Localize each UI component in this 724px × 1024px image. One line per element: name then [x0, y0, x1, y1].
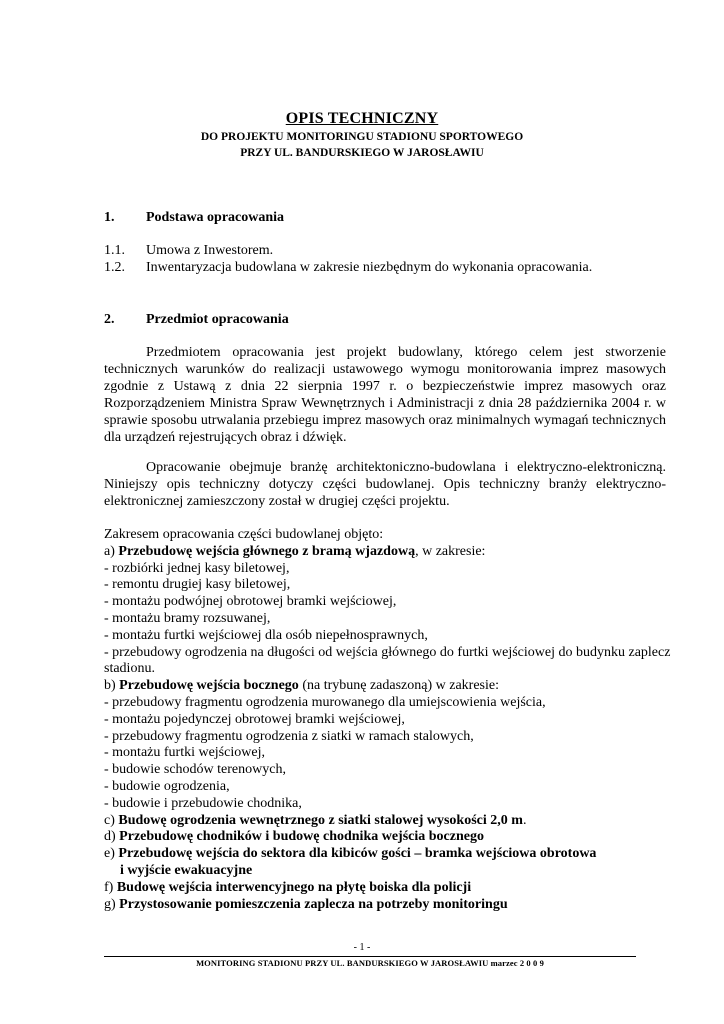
page-number: - 1 - [353, 942, 371, 953]
scope-item-b [104, 678, 674, 695]
list-item: - montażu podwójnej obrotowej bramki wejściowej, [104, 594, 397, 610]
scope-item-b-prefix: b) [104, 678, 120, 694]
list-item: - budowie ogrodzenia, [104, 778, 230, 794]
scope-item-d-prefix: d) [104, 829, 120, 845]
section2-paragraph1: Przedmiotem opracowania jest projekt budowlany, którego celem jest stworzenie technicznych warunków do realizacji ustawowego wymogu monitorowania imprez masowych zgodnie z Ustawą z dnia 22 sierpnia 1997 r. o bezpieczeństwie imprez masowych oraz Rozporządzeniem Ministra Spraw Wewnętrznych i Administracji z dnia 28 października 2004 r. w sprawie sposobu utrwalania przebiegu imprez masowych oraz minimalnych wymagań technicznych dla urządzeń rejestrujących obraz i dźwięk. [104, 345, 666, 445]
list-item [104, 259, 592, 276]
list-item [104, 242, 592, 259]
list-item: - przebudowy fragmentu ogrodzenia z siatki w ramach stalowych, [104, 728, 474, 744]
scope-item-b-title: Przebudowę wejścia bocznego [119, 678, 299, 694]
scope-item-d-title: Przebudowę chodników i budowę chodnika wejścia bocznego [119, 829, 484, 845]
scope-item-c-title: Budowę ogrodzenia wewnętrznego z siatki stalowej wysokości 2,0 m [118, 812, 523, 828]
scope-item-f-title: Budowę wejścia interwencyjnego na płytę boiska dla policji [116, 879, 472, 895]
list-item-text: Inwentaryzacja budowlana w zakresie niezbędnym do wykonania opracowania. [146, 260, 593, 275]
list-item-text: Umowa z Inwestorem. [146, 243, 274, 258]
scope-item-c [104, 813, 674, 830]
scope-item-a-prefix: a) [104, 543, 119, 559]
section2-number: 2. [104, 312, 115, 327]
section2-heading [104, 311, 289, 329]
footer-divider [104, 956, 636, 957]
section1-heading [104, 209, 284, 227]
section1-title: Podstawa opracowania [146, 210, 285, 225]
document-title: OPIS TECHNICZNY [285, 110, 439, 127]
list-item: - przebudowy fragmentu ogrodzenia murowanego dla umiejscowienia wejścia, [104, 694, 546, 710]
list-item-number: 1.2. [104, 260, 125, 275]
scope-item-f [104, 880, 674, 897]
list-item: - przebudowy ogrodzenia na długości od wejścia głównego do furtki wejściowej do budynku zaplecz stadionu. [104, 644, 671, 677]
list-item: - montażu furtki wejściowej, [104, 745, 265, 761]
scope-item-g [104, 897, 674, 914]
scope-item-e-line2: i wyjście ewakuacyjne [120, 862, 253, 878]
list-item-number: 1.1. [104, 243, 125, 258]
scope-item-c-prefix: c) [104, 812, 119, 828]
scope-item-g-prefix: g) [104, 896, 120, 912]
scope-item-e-title: Przebudowę wejścia do sektora dla kibiców gości – bramka wejściowa obrotowa [118, 846, 597, 862]
footer-text: MONITORING STADIONU PRZY UL. BANDURSKIEGO W JAROSŁAWIU marzec 2 0 0 9 [196, 958, 544, 968]
section2-paragraph2: Opracowanie obejmuje branżę architektoniczno-budowlana i elektryczno-elektroniczną. Niniejszy opis techniczny dotyczy części budowlanej. Opis techniczny branży elektryczno-elektronicznej zamieszczony został w drugiej części projektu. [104, 460, 666, 509]
scope-item-g-title: Przystosowanie pomieszczenia zaplecza na potrzeby monitoringu [119, 896, 508, 912]
scope-list [104, 527, 674, 913]
scope-item-a [104, 544, 674, 561]
section1-list [104, 242, 592, 276]
scope-item-f-prefix: f) [104, 879, 117, 895]
scope-item-e-prefix: e) [104, 846, 119, 862]
list-item: - montażu pojedynczej obrotowej bramki wejściowej, [104, 711, 405, 727]
scope-item-b-suffix: (na trybunę zadaszoną) w zakresie: [298, 678, 499, 694]
document-subtitle-line2: PRZY UL. BANDURSKIEGO W JAROSŁAWIU [240, 147, 484, 159]
list-item: - budowie schodów terenowych, [104, 762, 286, 778]
list-item: - montażu bramy rozsuwanej, [104, 610, 271, 626]
section1-number: 1. [104, 210, 115, 225]
document-subtitle-line1: DO PROJEKTU MONITORINGU STADIONU SPORTOWEGO [200, 131, 524, 143]
scope-item-e [104, 846, 674, 863]
section2-title: Przedmiot opracowania [146, 312, 289, 327]
scope-item-a-title: Przebudowę wejścia głównego z bramą wjazdową [118, 543, 416, 559]
scope-item-c-suffix: . [522, 812, 527, 828]
list-item: - rozbiórki jednej kasy biletowej, [104, 560, 290, 576]
scope-intro: Zakresem opracowania części budowlanej objęto: [104, 527, 384, 542]
list-item: - budowie i przebudowie chodnika, [104, 795, 302, 811]
list-item: - montażu furtki wejściowej dla osób niepełnosprawnych, [104, 627, 428, 643]
scope-item-d [104, 829, 674, 846]
scope-item-a-suffix: , w zakresie: [415, 543, 486, 559]
list-item: - remontu drugiej kasy biletowej, [104, 577, 291, 593]
